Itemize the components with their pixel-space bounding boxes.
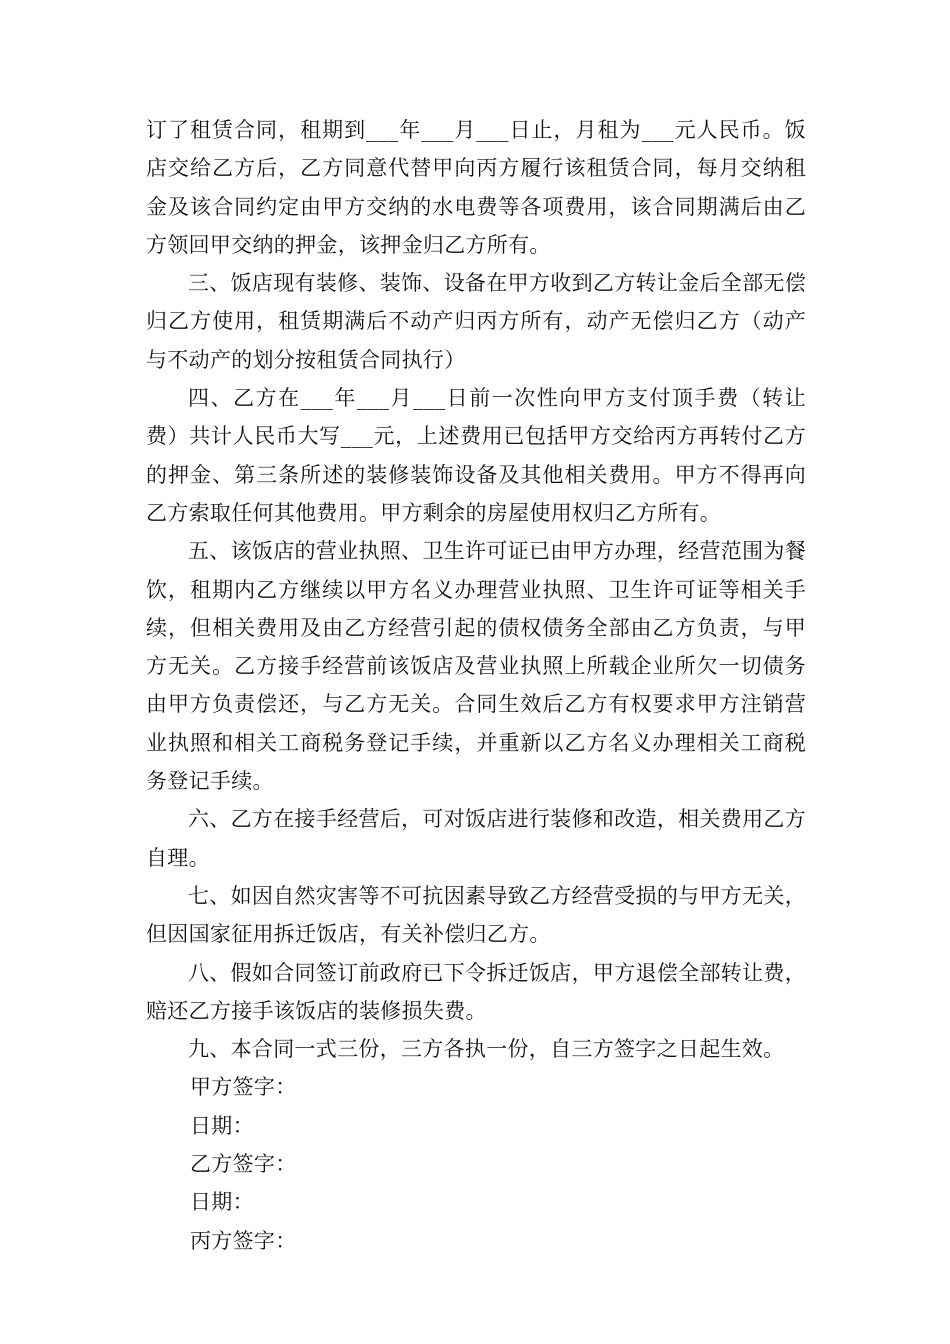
signature-party-b: 乙方签字： <box>190 1152 297 1177</box>
signature-party-c: 丙方签字： <box>190 1228 297 1253</box>
paragraph-clause-4: 四、乙方在___年___月___日前一次性向甲方支付顶手费（转让费）共计人民币大写___元，上述费用已包括甲方交给丙方再转付乙方的押金、第三条所述的装修装饰设备及其他相关费用。甲方不得再向乙方索取任何其他费用。甲方剩余的房屋使用权归乙方所有。 <box>146 386 806 525</box>
paragraph-clause-9: 九、本合同一式三份，三方各执一份，自三方签字之日起生效。 <box>188 1037 785 1062</box>
paragraph-clause-3: 三、饭店现有装修、装饰、设备在甲方收到乙方转让金后全部无偿归乙方使用，租赁期满后不动产归丙方所有，动产无偿归乙方（动产与不动产的划分按租赁合同执行） <box>146 271 806 372</box>
paragraph-clause-6: 六、乙方在接手经营后，可对饭店进行装修和改造，相关费用乙方自理。 <box>146 807 806 870</box>
date-party-b: 日期： <box>190 1190 254 1215</box>
paragraph-clause-7: 七、如因自然灾害等不可抗因素导致乙方经营受损的与甲方无关，但因国家征用拆迁饭店，有关补偿归乙方。 <box>146 883 806 947</box>
document-body <box>146 111 806 1260</box>
date-party-a: 日期： <box>190 1113 254 1138</box>
paragraph-clause-5: 五、该饭店的营业执照、卫生许可证已由甲方办理，经营范围为餐饮，租期内乙方继续以甲方名义办理营业执照、卫生许可证等相关手续，但相关费用及由乙方经营引起的债权债务全部由乙方负责，与甲方无关。乙方接手经营前该饭店及营业执照上所载企业所欠一切债务由甲方负责偿还，与乙方无关。合同生效后乙方有权要求甲方注销营业执照和相关工商税务登记手续，并重新以乙方名义办理相关工商税务登记手续。 <box>146 539 806 794</box>
paragraph-clause-8: 八、假如合同签订前政府已下令拆迁饭店，甲方退偿全部转让费，赔还乙方接手该饭店的装修损失费。 <box>146 960 806 1023</box>
paragraph-lease-continuation: 订了租赁合同，租期到___年___月___日止，月租为___元人民币。饭店交给乙方后，乙方同意代替甲向丙方履行该租赁合同，每月交纳租金及该合同约定由甲方交纳的水电费等各项费用，该合同期满后由乙方领回甲交纳的押金，该押金归乙方所有。 <box>146 118 806 257</box>
signature-party-a: 甲方签字： <box>190 1075 297 1100</box>
